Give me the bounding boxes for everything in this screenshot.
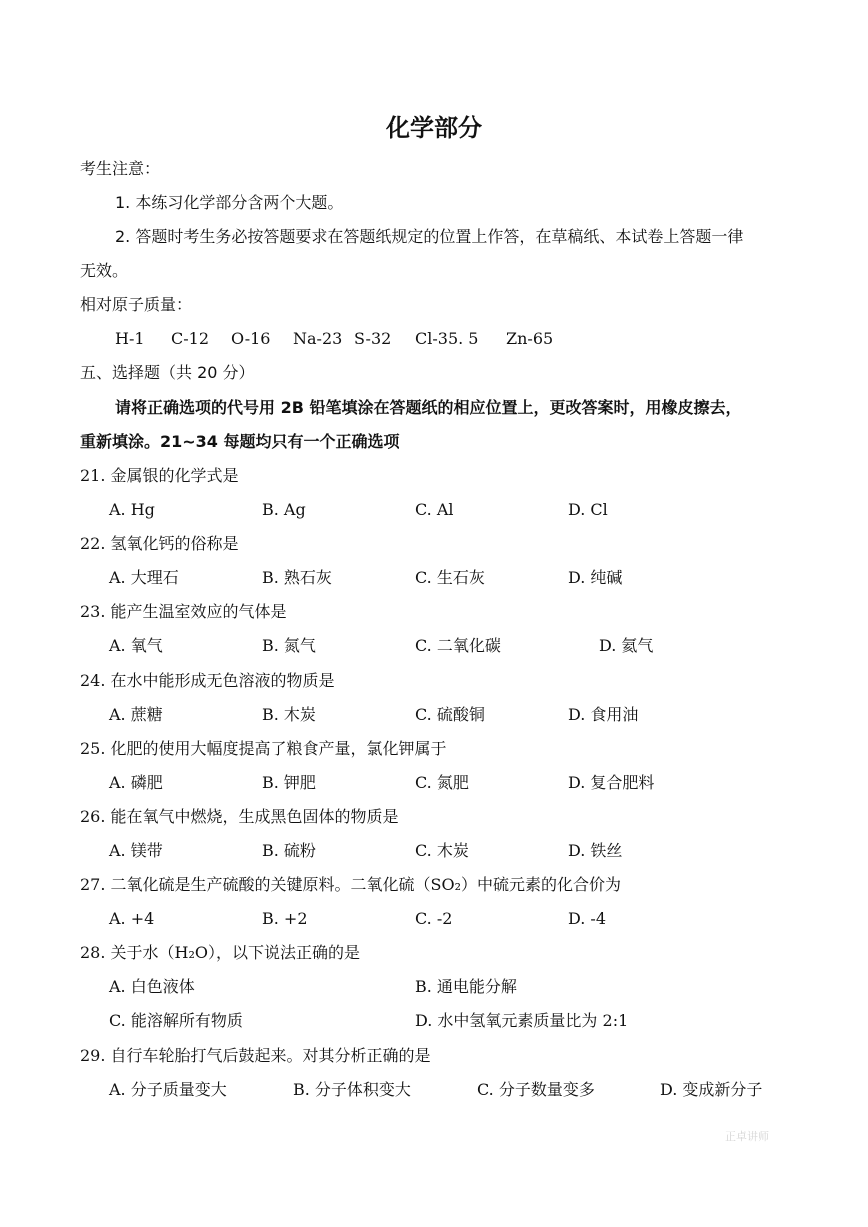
option-d: D. 食用油 xyxy=(568,705,639,724)
option-d: D. -4 xyxy=(568,909,607,928)
option-d: D. 铁丝 xyxy=(568,841,623,860)
option-d: D. 变成新分子 xyxy=(660,1080,763,1099)
atomic-mass-na: Na-23 xyxy=(293,329,343,348)
section-instruction-line-2: 重新填涂。21~34 每题均只有一个正确选项 xyxy=(80,432,400,451)
question-stem: 24. 在水中能形成无色溶液的物质是 xyxy=(80,671,335,690)
option-c: C. -2 xyxy=(415,909,453,928)
question-stem: 23. 能产生温室效应的气体是 xyxy=(80,602,287,621)
option-a: A. 氧气 xyxy=(109,636,163,655)
section-instruction-line-1: 请将正确选项的代号用 2B 铅笔填涂在答题纸的相应位置上，更改答案时，用橡皮擦去， xyxy=(115,398,742,417)
option-a: A. 大理石 xyxy=(109,568,179,587)
watermark: 正卓讲师 xyxy=(725,1130,769,1143)
option-b: B. 钾肥 xyxy=(262,773,316,792)
option-d: D. 氦气 xyxy=(599,636,654,655)
option-b: B. 木炭 xyxy=(262,705,316,724)
option-a: A. 白色液体 xyxy=(109,977,195,996)
question-stem: 22. 氢氧化钙的俗称是 xyxy=(80,534,239,553)
option-a: A. 镁带 xyxy=(109,841,163,860)
option-a: A. Hg xyxy=(109,500,155,519)
atomic-mass-c: C-12 xyxy=(171,329,210,348)
option-b: B. 分子体积变大 xyxy=(293,1080,411,1099)
option-c: C. 生石灰 xyxy=(415,568,485,587)
option-d: D. 水中氢氧元素质量比为 2:1 xyxy=(415,1011,629,1030)
option-c: C. 二氧化碳 xyxy=(415,636,501,655)
question-stem: 25. 化肥的使用大幅度提高了粮食产量，氯化钾属于 xyxy=(80,739,447,758)
question-stem: 27. 二氧化硫是生产硫酸的关键原料。二氧化硫（SO₂）中硫元素的化合价为 xyxy=(80,875,622,894)
atomic-mass-h: H-1 xyxy=(115,329,145,348)
atomic-mass-s: S-32 xyxy=(354,329,392,348)
option-c: C. 能溶解所有物质 xyxy=(109,1011,243,1030)
question-stem: 28. 关于水（H₂O），以下说法正确的是 xyxy=(80,943,361,962)
atomic-mass-o: O-16 xyxy=(231,329,271,348)
option-a: A. 分子质量变大 xyxy=(109,1080,227,1099)
atomic-mass-cl: Cl-35. 5 xyxy=(415,329,479,348)
notice-heading: 考生注意： xyxy=(80,159,161,178)
section-heading: 五、选择题（共 20 分） xyxy=(80,363,255,382)
option-b: B. 熟石灰 xyxy=(262,568,332,587)
option-c: C. 氮肥 xyxy=(415,773,469,792)
notice-item-2-line-1: 2. 答题时考生务必按答题要求在答题纸规定的位置上作答，在草稿纸、本试卷上答题一律 xyxy=(115,227,744,246)
question-stem: 26. 能在氧气中燃烧，生成黑色固体的物质是 xyxy=(80,807,399,826)
option-a: A. 蔗糖 xyxy=(109,705,163,724)
option-c: C. 硫酸铜 xyxy=(415,705,485,724)
option-d: D. Cl xyxy=(568,500,608,519)
notice-item-2-line-2: 无效。 xyxy=(80,261,129,280)
question-stem: 29. 自行车轮胎打气后鼓起来。对其分析正确的是 xyxy=(80,1046,431,1065)
atomic-mass-heading: 相对原子质量： xyxy=(80,295,193,314)
option-c: C. 木炭 xyxy=(415,841,469,860)
option-a: A. +4 xyxy=(109,909,155,928)
page-title: 化学部分 xyxy=(386,114,482,142)
notice-item-1: 1. 本练习化学部分含两个大题。 xyxy=(115,193,344,212)
option-b: B. Ag xyxy=(262,500,306,519)
option-a: A. 磷肥 xyxy=(109,773,163,792)
option-d: D. 复合肥料 xyxy=(568,773,655,792)
option-b: B. 硫粉 xyxy=(262,841,316,860)
option-c: C. 分子数量变多 xyxy=(477,1080,595,1099)
atomic-mass-zn: Zn-65 xyxy=(506,329,554,348)
option-c: C. Al xyxy=(415,500,454,519)
option-b: B. 通电能分解 xyxy=(415,977,517,996)
option-b: B. +2 xyxy=(262,909,308,928)
option-d: D. 纯碱 xyxy=(568,568,623,587)
option-b: B. 氮气 xyxy=(262,636,316,655)
question-stem: 21. 金属银的化学式是 xyxy=(80,466,239,485)
